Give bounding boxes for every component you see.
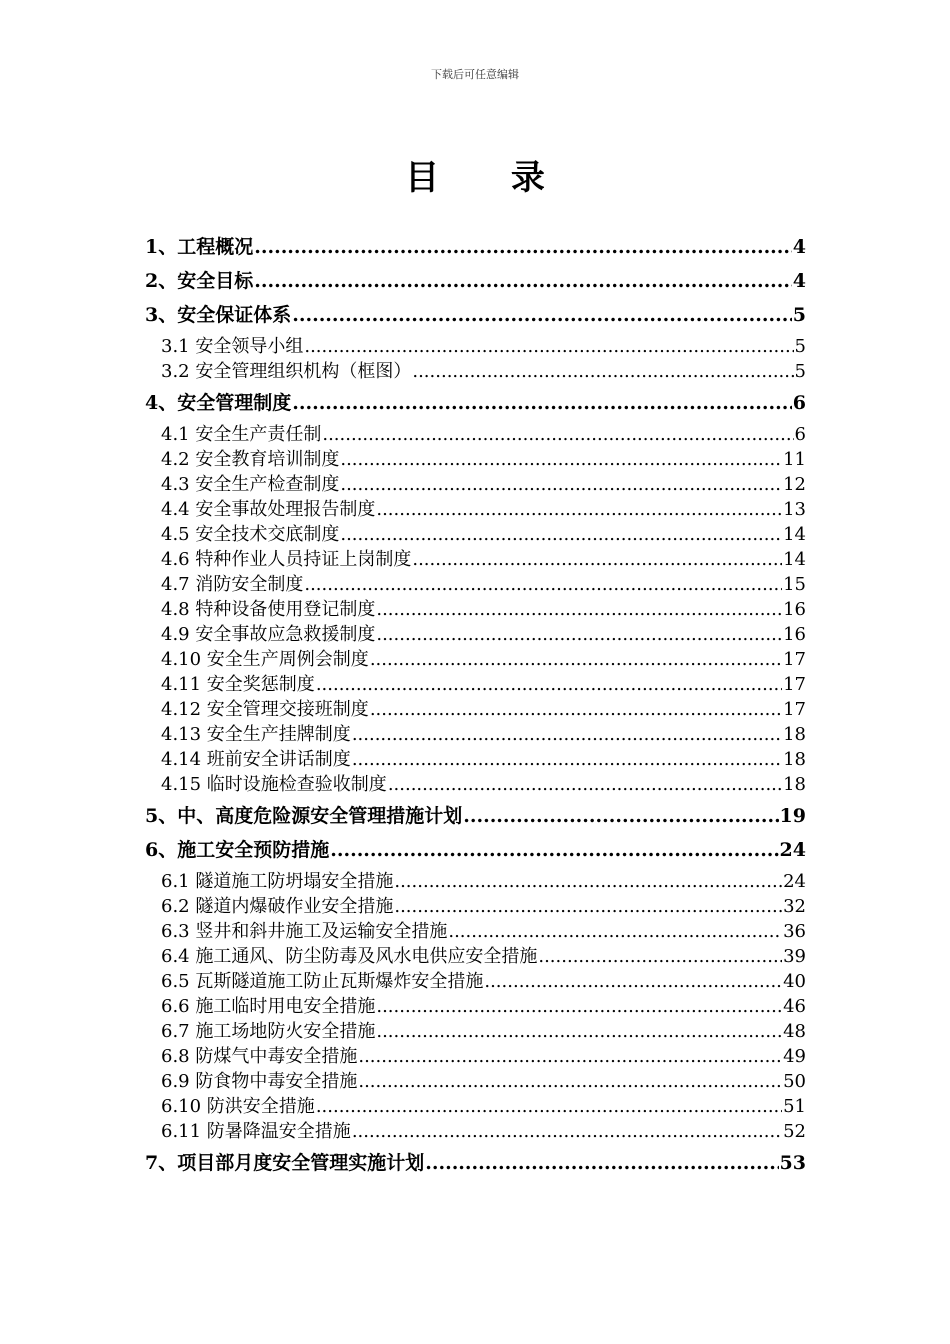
toc-subsection-entry[interactable] <box>145 547 806 572</box>
toc-subsection-entry[interactable] <box>145 747 806 772</box>
toc-entry-page: 14 <box>783 549 806 570</box>
toc-section-entry[interactable] <box>145 266 806 296</box>
toc-entry-page: 49 <box>783 1046 806 1067</box>
toc-entry-page: 52 <box>783 1121 806 1142</box>
toc-entry-label: 6、施工安全预防措施 <box>145 839 330 861</box>
toc-entry-label: 3.2 安全管理组织机构（框图） <box>161 361 412 382</box>
toc-subsection-entry[interactable] <box>145 969 806 994</box>
toc-dot-leader <box>358 1044 782 1069</box>
table-of-contents <box>145 232 806 1178</box>
toc-entry-page: 5 <box>794 361 806 382</box>
toc-entry-label: 6.10 防洪安全措施 <box>161 1096 315 1117</box>
toc-dot-leader <box>352 722 782 747</box>
toc-entry-page: 16 <box>783 624 806 645</box>
toc-entry-label: 6.6 施工临时用电安全措施 <box>161 996 376 1017</box>
toc-subsection-entry[interactable] <box>145 572 806 597</box>
toc-dot-leader <box>394 869 782 894</box>
toc-entry-page: 32 <box>783 896 806 917</box>
toc-subsection-entry[interactable] <box>145 894 806 919</box>
toc-entry-label: 7、项目部月度安全管理实施计划 <box>145 1152 425 1174</box>
toc-dot-leader <box>304 572 782 597</box>
toc-dot-leader <box>425 1148 778 1178</box>
toc-entry-page: 13 <box>783 499 806 520</box>
toc-entry-label: 6.1 隧道施工防坍塌安全措施 <box>161 871 394 892</box>
toc-entry-label: 6.5 瓦斯隧道施工防止瓦斯爆炸安全措施 <box>161 971 484 992</box>
toc-dot-leader <box>292 388 792 418</box>
toc-subsection-entry[interactable] <box>145 622 806 647</box>
toc-entry-label: 4.6 特种作业人员持证上岗制度 <box>161 549 412 570</box>
toc-entry-page: 11 <box>783 449 806 470</box>
header-note: 下载后可任意编辑 <box>431 68 519 81</box>
toc-subsection-entry[interactable] <box>145 994 806 1019</box>
toc-section-entry[interactable] <box>145 1148 806 1178</box>
toc-entry-label: 4、安全管理制度 <box>145 392 292 414</box>
toc-dot-leader <box>484 969 782 994</box>
toc-entry-page: 24 <box>779 839 806 861</box>
toc-dot-leader <box>394 894 782 919</box>
toc-entry-label: 6.3 竖井和斜井施工及运输安全措施 <box>161 921 448 942</box>
toc-entry-label: 6.2 隧道内爆破作业安全措施 <box>161 896 394 917</box>
toc-entry-label: 3.1 安全领导小组 <box>161 336 304 357</box>
toc-subsection-entry[interactable] <box>145 647 806 672</box>
toc-subsection-entry[interactable] <box>145 722 806 747</box>
toc-entry-label: 4.2 安全教育培训制度 <box>161 449 340 470</box>
toc-dot-leader <box>538 944 782 969</box>
toc-entry-page: 53 <box>779 1152 806 1174</box>
toc-dot-leader <box>412 359 793 384</box>
toc-entry-page: 36 <box>783 921 806 942</box>
toc-entry-page: 18 <box>783 774 806 795</box>
toc-entry-page: 24 <box>783 871 806 892</box>
toc-entry-label: 4.10 安全生产周例会制度 <box>161 649 369 670</box>
toc-entry-page: 4 <box>792 270 806 292</box>
toc-entry-label: 4.3 安全生产检查制度 <box>161 474 340 495</box>
toc-entry-label: 6.7 施工场地防火安全措施 <box>161 1021 376 1042</box>
toc-dot-leader <box>340 472 782 497</box>
toc-entry-page: 5 <box>792 304 806 326</box>
toc-dot-leader <box>352 747 782 772</box>
toc-dot-leader <box>340 522 782 547</box>
toc-section-entry[interactable] <box>145 835 806 865</box>
toc-entry-label: 4.12 安全管理交接班制度 <box>161 699 369 720</box>
toc-entry-page: 39 <box>783 946 806 967</box>
toc-entry-page: 18 <box>783 724 806 745</box>
toc-entry-label: 4.8 特种设备使用登记制度 <box>161 599 376 620</box>
toc-section-entry[interactable] <box>145 801 806 831</box>
toc-entry-page: 14 <box>783 524 806 545</box>
toc-subsection-entry[interactable] <box>145 1094 806 1119</box>
toc-entry-label: 6.8 防煤气中毒安全措施 <box>161 1046 358 1067</box>
toc-subsection-entry[interactable] <box>145 447 806 472</box>
toc-entry-label: 6.11 防暑降温安全措施 <box>161 1121 351 1142</box>
toc-entry-label: 1、工程概况 <box>145 236 254 258</box>
toc-subsection-entry[interactable] <box>145 359 806 384</box>
toc-subsection-entry[interactable] <box>145 334 806 359</box>
toc-subsection-entry[interactable] <box>145 422 806 447</box>
toc-entry-page: 17 <box>783 674 806 695</box>
toc-entry-page: 18 <box>783 749 806 770</box>
toc-subsection-entry[interactable] <box>145 944 806 969</box>
toc-subsection-entry[interactable] <box>145 697 806 722</box>
toc-dot-leader <box>376 497 782 522</box>
toc-dot-leader <box>352 1119 782 1144</box>
toc-section-entry[interactable] <box>145 232 806 262</box>
toc-dot-leader <box>254 232 792 262</box>
toc-entry-label: 4.15 临时设施检查验收制度 <box>161 774 387 795</box>
toc-subsection-entry[interactable] <box>145 497 806 522</box>
toc-subsection-entry[interactable] <box>145 772 806 797</box>
toc-entry-label: 3、安全保证体系 <box>145 304 292 326</box>
toc-dot-leader <box>412 547 782 572</box>
toc-dot-leader <box>370 647 782 672</box>
toc-entry-label: 6.9 防食物中毒安全措施 <box>161 1071 358 1092</box>
toc-entry-page: 17 <box>783 699 806 720</box>
toc-section-entry[interactable] <box>145 388 806 418</box>
toc-dot-leader <box>463 801 778 831</box>
toc-dot-leader <box>254 266 792 296</box>
toc-subsection-entry[interactable] <box>145 1069 806 1094</box>
toc-dot-leader <box>340 447 782 472</box>
toc-entry-label: 4.9 安全事故应急救援制度 <box>161 624 376 645</box>
toc-dot-leader <box>376 1019 782 1044</box>
toc-dot-leader <box>388 772 782 797</box>
toc-entry-label: 4.4 安全事故处理报告制度 <box>161 499 376 520</box>
toc-entry-page: 15 <box>783 574 806 595</box>
toc-entry-label: 5、中、高度危险源安全管理措施计划 <box>145 805 463 827</box>
toc-dot-leader <box>316 672 782 697</box>
toc-dot-leader <box>376 994 782 1019</box>
toc-entry-page: 50 <box>783 1071 806 1092</box>
toc-dot-leader <box>304 334 793 359</box>
toc-entry-label: 4.5 安全技术交底制度 <box>161 524 340 545</box>
toc-dot-leader <box>376 597 782 622</box>
toc-entry-label: 4.1 安全生产责任制 <box>161 424 322 445</box>
toc-entry-page: 6 <box>794 424 806 445</box>
toc-dot-leader <box>358 1069 782 1094</box>
toc-subsection-entry[interactable] <box>145 1044 806 1069</box>
toc-entry-label: 4.11 安全奖惩制度 <box>161 674 315 695</box>
toc-section-entry[interactable] <box>145 300 806 330</box>
toc-entry-label: 4.7 消防安全制度 <box>161 574 304 595</box>
toc-subsection-entry[interactable] <box>145 869 806 894</box>
toc-subsection-entry[interactable] <box>145 472 806 497</box>
toc-subsection-entry[interactable] <box>145 1119 806 1144</box>
toc-dot-leader <box>448 919 782 944</box>
page-title: 目 录 <box>405 158 575 198</box>
toc-entry-page: 46 <box>783 996 806 1017</box>
toc-entry-label: 4.14 班前安全讲话制度 <box>161 749 351 770</box>
toc-subsection-entry[interactable] <box>145 1019 806 1044</box>
toc-entry-page: 6 <box>792 392 806 414</box>
toc-entry-page: 12 <box>783 474 806 495</box>
toc-subsection-entry[interactable] <box>145 597 806 622</box>
toc-entry-page: 40 <box>783 971 806 992</box>
toc-subsection-entry[interactable] <box>145 672 806 697</box>
toc-entry-page: 17 <box>783 649 806 670</box>
toc-entry-page: 19 <box>779 805 806 827</box>
toc-entry-label: 4.13 安全生产挂牌制度 <box>161 724 351 745</box>
toc-entry-page: 5 <box>794 336 806 357</box>
toc-dot-leader <box>376 622 782 647</box>
toc-entry-page: 4 <box>792 236 806 258</box>
toc-entry-page: 51 <box>783 1096 806 1117</box>
toc-entry-page: 16 <box>783 599 806 620</box>
toc-dot-leader <box>330 835 778 865</box>
toc-entry-label: 6.4 施工通风、防尘防毒及风水电供应安全措施 <box>161 946 538 967</box>
toc-dot-leader <box>292 300 792 330</box>
toc-subsection-entry[interactable] <box>145 522 806 547</box>
toc-entry-page: 48 <box>783 1021 806 1042</box>
toc-subsection-entry[interactable] <box>145 919 806 944</box>
toc-dot-leader <box>322 422 793 447</box>
toc-dot-leader <box>316 1094 782 1119</box>
toc-dot-leader <box>370 697 782 722</box>
toc-entry-label: 2、安全目标 <box>145 270 254 292</box>
